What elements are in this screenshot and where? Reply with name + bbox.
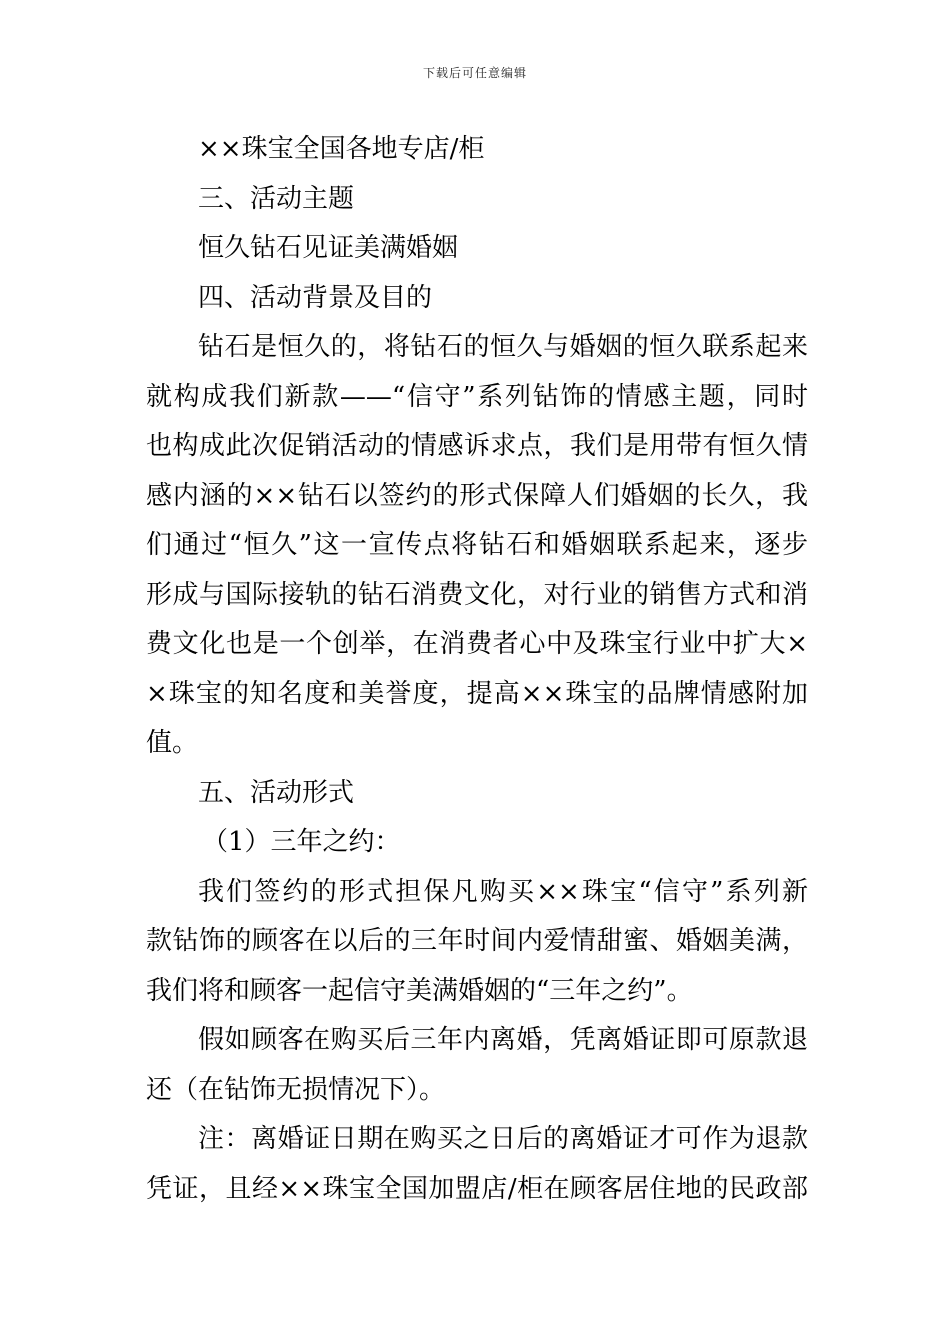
paragraph-line: 值。 (146, 728, 199, 758)
paragraph-line: 注：离婚证日期在购买之日后的离婚证才可作为退款 (198, 1124, 808, 1154)
paragraph-line: 钻石是恒久的，将钻石的恒久与婚姻的恒久联系起来 (198, 332, 808, 362)
section-heading: 四、活动背景及目的 (198, 282, 433, 313)
subsection-heading: （1）三年之约： (202, 827, 401, 857)
paragraph-line: 我们将和顾客一起信守美满婚姻的“三年之约”。 (146, 975, 693, 1006)
paragraph-line: 凭证，且经××珠宝全国加盟店/柜在顾客居住地的民政部 (146, 1173, 808, 1204)
paragraph-line: ××珠宝全国各地专店/柜 (198, 134, 485, 164)
page-header: 下载后可任意编辑 (422, 66, 527, 80)
paragraph-line: ×珠宝的知名度和美誉度，提高××珠宝的品牌情感附加 (146, 678, 808, 709)
document-body (146, 125, 808, 1214)
paragraph-line: 形成与国际接轨的钻石消费文化，对行业的销售方式和消 (146, 579, 808, 610)
paragraph-line: 款钻饰的顾客在以后的三年时间内爱情甜蜜、婚姻美满， (146, 926, 808, 956)
paragraph-line: 也构成此次促销活动的情感诉求点，我们是用带有恒久情 (146, 431, 808, 461)
section-heading: 三、活动主题 (198, 183, 355, 214)
paragraph-line: 感内涵的××钻石以签约的形式保障人们婚姻的长久，我 (146, 480, 808, 511)
paragraph-line: 我们签约的形式担保凡购买××珠宝“信守”系列新 (198, 876, 808, 907)
paragraph-line: 就构成我们新款——“信守”系列钻饰的情感主题，同时 (146, 381, 808, 412)
paragraph-line: 们通过“恒久”这一宣传点将钻石和婚姻联系起来，逐步 (146, 530, 808, 560)
paragraph-line: 恒久钻石见证美满婚姻 (198, 233, 459, 263)
paragraph-line: 费文化也是一个创举，在消费者心中及珠宝行业中扩大× (146, 629, 808, 659)
paragraph-line: 还（在钻饰无损情况下）。 (146, 1074, 446, 1105)
section-heading: 五、活动形式 (198, 777, 355, 808)
paragraph-line: 假如顾客在购买后三年内离婚，凭离婚证即可原款退 (198, 1025, 808, 1055)
